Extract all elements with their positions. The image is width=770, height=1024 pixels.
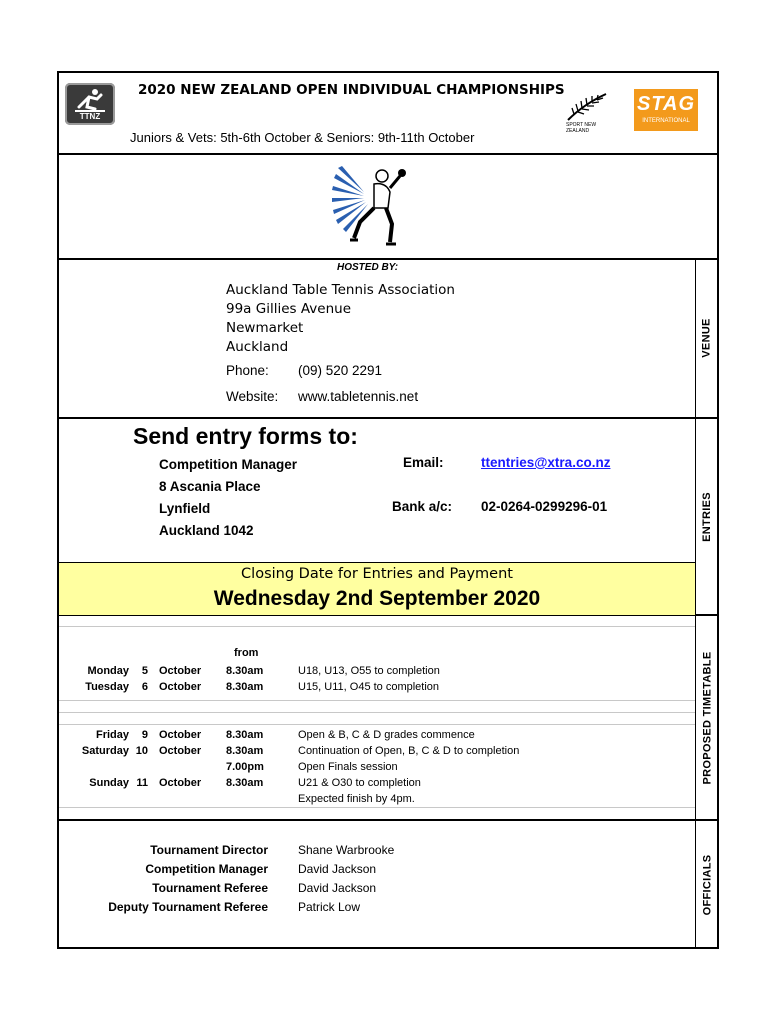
bank-account-value: 02-0264-0299296-01 — [481, 499, 608, 514]
closing-date-value: Wednesday 2nd September 2020 — [213, 587, 541, 610]
timetable-month: October — [159, 681, 202, 693]
timetable-desc: Open Finals session — [298, 761, 398, 773]
timetable-month: October — [159, 777, 202, 789]
official-role: Competition Manager — [145, 862, 268, 876]
official-name: Shane Warbrooke — [298, 843, 395, 857]
timetable-month: October — [159, 745, 202, 757]
timetable-from-label: from — [234, 647, 259, 659]
timetable-time: 8.30am — [226, 665, 264, 677]
hosted-by-label: HOSTED BY: — [337, 262, 399, 273]
timetable-date: 11 — [136, 777, 148, 789]
entries-heading: Send entry forms to: — [133, 423, 358, 449]
divider-header — [57, 153, 719, 155]
entries-address-line2: 8 Ascania Place — [159, 479, 261, 494]
ttnz-logo — [65, 83, 115, 125]
ttnz-logo-text: TTNZ — [79, 112, 101, 121]
website-label: Website: — [226, 389, 279, 404]
phone-label: Phone: — [226, 363, 269, 378]
timetable-desc: U15, U11, O45 to completion — [298, 681, 440, 693]
table-tennis-player-logo — [330, 162, 410, 247]
divider-timetable — [57, 819, 719, 821]
timetable-day: Friday — [95, 729, 129, 741]
sport-nz-logo — [564, 92, 608, 136]
divider-venue — [57, 417, 719, 419]
entries-side-label: ENTRIES — [701, 491, 713, 542]
timetable-gridline — [59, 724, 695, 725]
divider-logo — [57, 258, 719, 260]
timetable-time: 8.30am — [226, 681, 264, 693]
bank-label: Bank a/c: — [392, 499, 453, 514]
timetable-month: October — [159, 665, 202, 677]
stag-logo-subtext: INTERNATIONAL — [642, 118, 690, 124]
website-link[interactable]: www.tabletennis.net — [298, 389, 419, 404]
entries-address-line4: Auckland 1042 — [159, 523, 254, 538]
timetable-date: 10 — [135, 745, 148, 757]
venue-address — [226, 281, 455, 357]
venue-name: Auckland Table Tennis Association — [226, 282, 455, 298]
venue-side-label: VENUE — [701, 318, 713, 358]
venue-address-line1: 99a Gillies Avenue — [226, 301, 351, 317]
officials-roles — [60, 841, 268, 917]
venue-address-line2: Newmarket — [226, 320, 304, 336]
timetable-time: 8.30am — [226, 729, 264, 741]
timetable-desc: Expected finish by 4pm. — [298, 793, 415, 805]
timetable-time: 8.30am — [226, 777, 264, 789]
stag-logo-text: STAG — [636, 93, 696, 115]
timetable-date: 5 — [141, 665, 148, 677]
email-label: Email: — [403, 455, 444, 470]
official-role: Deputy Tournament Referee — [108, 900, 268, 914]
officials-side-label: OFFICIALS — [701, 854, 714, 915]
officials-names — [298, 841, 394, 917]
timetable-gridline — [59, 700, 695, 701]
timetable-date: 9 — [141, 729, 148, 741]
closing-date-label: Closing Date for Entries and Payment — [241, 566, 513, 582]
timetable-time: 7.00pm — [226, 761, 264, 773]
official-name: David Jackson — [298, 862, 377, 876]
official-role: Tournament Director — [150, 843, 268, 857]
timetable-desc: U21 & O30 to completion — [298, 777, 421, 789]
timetable-gridline — [59, 712, 695, 713]
silver-fern-icon — [564, 92, 608, 122]
official-role: Tournament Referee — [152, 881, 268, 895]
venue-address-line3: Auckland — [226, 339, 289, 355]
entries-address — [159, 454, 297, 542]
timetable-time: 8.30am — [226, 745, 264, 757]
timetable-date: 6 — [141, 681, 148, 693]
page-title: 2020 NEW ZEALAND OPEN INDIVIDUAL CHAMPIONSHIPS — [138, 82, 565, 98]
timetable-desc: Open & B, C & D grades commence — [298, 729, 475, 741]
email-link[interactable]: ttentries@xtra.co.nz — [481, 455, 611, 470]
sport-nz-text: SPORT NEW ZEALAND — [566, 122, 597, 134]
stag-logo — [634, 89, 698, 131]
timetable-gridline — [59, 807, 695, 808]
timetable-day: Monday — [87, 665, 129, 677]
closing-date-banner — [59, 562, 695, 615]
timetable-gridline — [59, 626, 695, 627]
phone-value: (09) 520 2291 — [298, 363, 383, 378]
entries-address-line1: Competition Manager — [159, 457, 298, 472]
timetable-day: Sunday — [89, 777, 129, 789]
official-name: Patrick Low — [298, 900, 361, 914]
entries-address-line3: Lynfield — [159, 501, 211, 516]
timetable-desc: Continuation of Open, B, C & D to completion — [298, 745, 520, 757]
timetable-month: October — [159, 729, 202, 741]
timetable-desc: U18, U13, O55 to completion — [298, 665, 440, 677]
page-subtitle: Juniors & Vets: 5th-6th October & Seniors: 9th-11th October — [130, 130, 475, 145]
timetable-day: Tuesday — [85, 681, 129, 693]
timetable-side-label: PROPOSED TIMETABLE — [701, 651, 713, 784]
timetable-day: Saturday — [81, 745, 129, 757]
official-name: David Jackson — [298, 881, 377, 895]
